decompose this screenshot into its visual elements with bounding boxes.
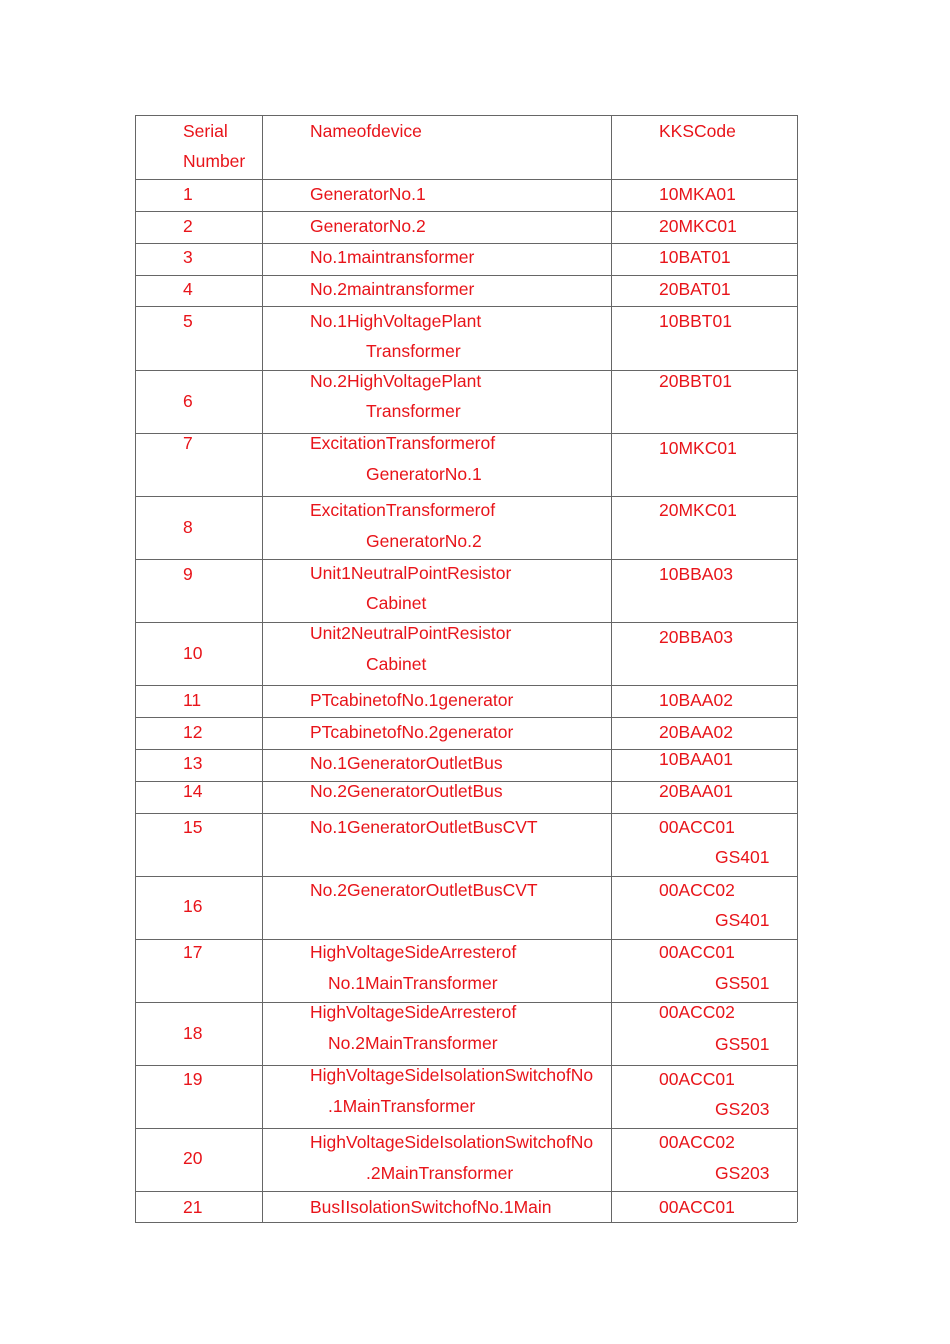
device-name-cell: Nameofdevice bbox=[310, 121, 422, 141]
kks-code-cell: 20BBA03 bbox=[659, 627, 733, 647]
kks-code-cell: 00ACC01 bbox=[659, 1197, 735, 1217]
kks-code-cell: 10BAA02 bbox=[659, 690, 733, 710]
column-divider bbox=[262, 115, 263, 1222]
serial-number-cell: 13 bbox=[183, 753, 203, 773]
kks-code-cell: 20BAA01 bbox=[659, 781, 733, 801]
serial-number-cell: 19 bbox=[183, 1069, 203, 1089]
kks-code-cell: KKSCode bbox=[659, 121, 736, 141]
device-name-cell: Transformer bbox=[366, 401, 461, 421]
device-name-cell: Cabinet bbox=[366, 593, 427, 613]
kks-code-cell: GS203 bbox=[715, 1099, 770, 1119]
kks-code-cell: 00ACC01 bbox=[659, 1069, 735, 1089]
device-name-cell: No.1HighVoltagePlant bbox=[310, 311, 482, 331]
device-name-cell: ExcitationTransformerof bbox=[310, 500, 496, 520]
device-name-cell: Unit2NeutralPointResistor bbox=[310, 623, 512, 643]
kks-code-cell: 10MKA01 bbox=[659, 184, 736, 204]
kks-code-cell: 00ACC02 bbox=[659, 1132, 735, 1152]
kks-code-cell: 10MKC01 bbox=[659, 438, 737, 458]
kks-code-cell: 00ACC02 bbox=[659, 1002, 735, 1022]
serial-number-cell: 11 bbox=[183, 690, 202, 710]
row-divider bbox=[135, 559, 797, 560]
row-divider bbox=[135, 115, 797, 116]
device-name-cell: Unit1NeutralPointResistor bbox=[310, 563, 512, 583]
row-divider bbox=[135, 1222, 797, 1223]
row-divider bbox=[135, 939, 797, 940]
row-divider bbox=[135, 306, 797, 307]
row-divider bbox=[135, 813, 797, 814]
kks-code-cell: 20MKC01 bbox=[659, 500, 737, 520]
row-divider bbox=[135, 876, 797, 877]
device-name-cell: HighVoltageSideIsolationSwitchofNo bbox=[310, 1065, 594, 1085]
row-divider bbox=[135, 211, 797, 212]
serial-number-cell: 2 bbox=[183, 216, 193, 236]
row-divider bbox=[135, 1191, 797, 1192]
serial-number-cell: 8 bbox=[183, 517, 193, 537]
kks-code-cell: GS203 bbox=[715, 1163, 770, 1183]
serial-number-cell: 17 bbox=[183, 942, 203, 962]
kks-code-cell: GS401 bbox=[715, 847, 770, 867]
column-divider bbox=[135, 115, 136, 1222]
device-name-cell: No.1GeneratorOutletBus bbox=[310, 753, 503, 773]
serial-number-cell: 18 bbox=[183, 1023, 203, 1043]
device-name-cell: .1MainTransformer bbox=[328, 1096, 476, 1116]
device-name-cell: GeneratorNo.2 bbox=[310, 216, 426, 236]
kks-code-cell: GS501 bbox=[715, 1034, 770, 1054]
device-name-cell: HighVoltageSideArresterof bbox=[310, 942, 517, 962]
row-divider bbox=[135, 685, 797, 686]
serial-number-cell: 6 bbox=[183, 391, 193, 411]
column-divider bbox=[611, 115, 612, 1222]
serial-number-cell: 5 bbox=[183, 311, 193, 331]
serial-number-cell: 1 bbox=[183, 184, 193, 204]
kks-code-cell: 20BAA02 bbox=[659, 722, 733, 742]
kks-code-cell: 10BBA03 bbox=[659, 564, 733, 584]
column-divider bbox=[797, 115, 798, 1222]
row-divider bbox=[135, 1128, 797, 1129]
device-name-cell: GeneratorNo.1 bbox=[310, 184, 426, 204]
device-name-cell: Cabinet bbox=[366, 654, 427, 674]
device-name-cell: HighVoltageSideIsolationSwitchofNo bbox=[310, 1132, 594, 1152]
serial-number-cell: 16 bbox=[183, 896, 203, 916]
device-name-cell: No.2maintransformer bbox=[310, 279, 475, 299]
serial-number-cell: 3 bbox=[183, 247, 193, 267]
row-divider bbox=[135, 179, 797, 180]
serial-number-cell: Serial bbox=[183, 121, 228, 141]
kks-code-cell: 10BBT01 bbox=[659, 311, 732, 331]
kks-code-cell: 20BBT01 bbox=[659, 371, 732, 391]
serial-number-cell: 4 bbox=[183, 279, 193, 299]
serial-number-cell: 14 bbox=[183, 781, 203, 801]
device-name-cell: GeneratorNo.1 bbox=[366, 464, 482, 484]
kks-code-cell: 00ACC01 bbox=[659, 817, 735, 837]
row-divider bbox=[135, 717, 797, 718]
row-divider bbox=[135, 275, 797, 276]
device-name-cell: No.1maintransformer bbox=[310, 247, 475, 267]
serial-number-cell: 12 bbox=[183, 722, 203, 742]
kks-code-cell: 20MKC01 bbox=[659, 216, 737, 236]
device-name-cell: No.1GeneratorOutletBusCVT bbox=[310, 817, 538, 837]
kks-code-cell: 00ACC02 bbox=[659, 880, 735, 900]
serial-number-cell: 21 bbox=[183, 1197, 203, 1217]
device-name-cell: No.2MainTransformer bbox=[328, 1033, 498, 1053]
device-name-cell: PTcabinetofNo.1generator bbox=[310, 690, 514, 710]
kks-code-cell: 10BAA01 bbox=[659, 749, 733, 769]
row-divider bbox=[135, 243, 797, 244]
serial-number-cell: 20 bbox=[183, 1148, 203, 1168]
serial-number-cell: 9 bbox=[183, 564, 193, 584]
device-name-cell: No.2HighVoltagePlant bbox=[310, 371, 482, 391]
device-name-cell: BusⅠIsolationSwitchofNo.1Main bbox=[310, 1197, 552, 1217]
serial-number-cell: 7 bbox=[183, 433, 193, 453]
kks-code-cell: 00ACC01 bbox=[659, 942, 735, 962]
device-name-cell: PTcabinetofNo.2generator bbox=[310, 722, 514, 742]
serial-number-cell: 15 bbox=[183, 817, 203, 837]
kks-code-cell: 20BAT01 bbox=[659, 279, 731, 299]
device-name-cell: No.2GeneratorOutletBusCVT bbox=[310, 880, 538, 900]
kks-code-cell: 10BAT01 bbox=[659, 247, 731, 267]
device-name-cell: Transformer bbox=[366, 341, 461, 361]
kks-code-cell: GS501 bbox=[715, 973, 770, 993]
device-name-cell: GeneratorNo.2 bbox=[366, 531, 482, 551]
device-name-cell: No.1MainTransformer bbox=[328, 973, 498, 993]
kks-code-cell: GS401 bbox=[715, 910, 770, 930]
device-name-cell: No.2GeneratorOutletBus bbox=[310, 781, 503, 801]
serial-number-cell: Number bbox=[183, 151, 246, 171]
serial-number-cell: 10 bbox=[183, 643, 203, 663]
row-divider bbox=[135, 496, 797, 497]
device-name-cell: .2MainTransformer bbox=[366, 1163, 514, 1183]
device-name-cell: HighVoltageSideArresterof bbox=[310, 1002, 517, 1022]
device-name-cell: ExcitationTransformerof bbox=[310, 433, 496, 453]
